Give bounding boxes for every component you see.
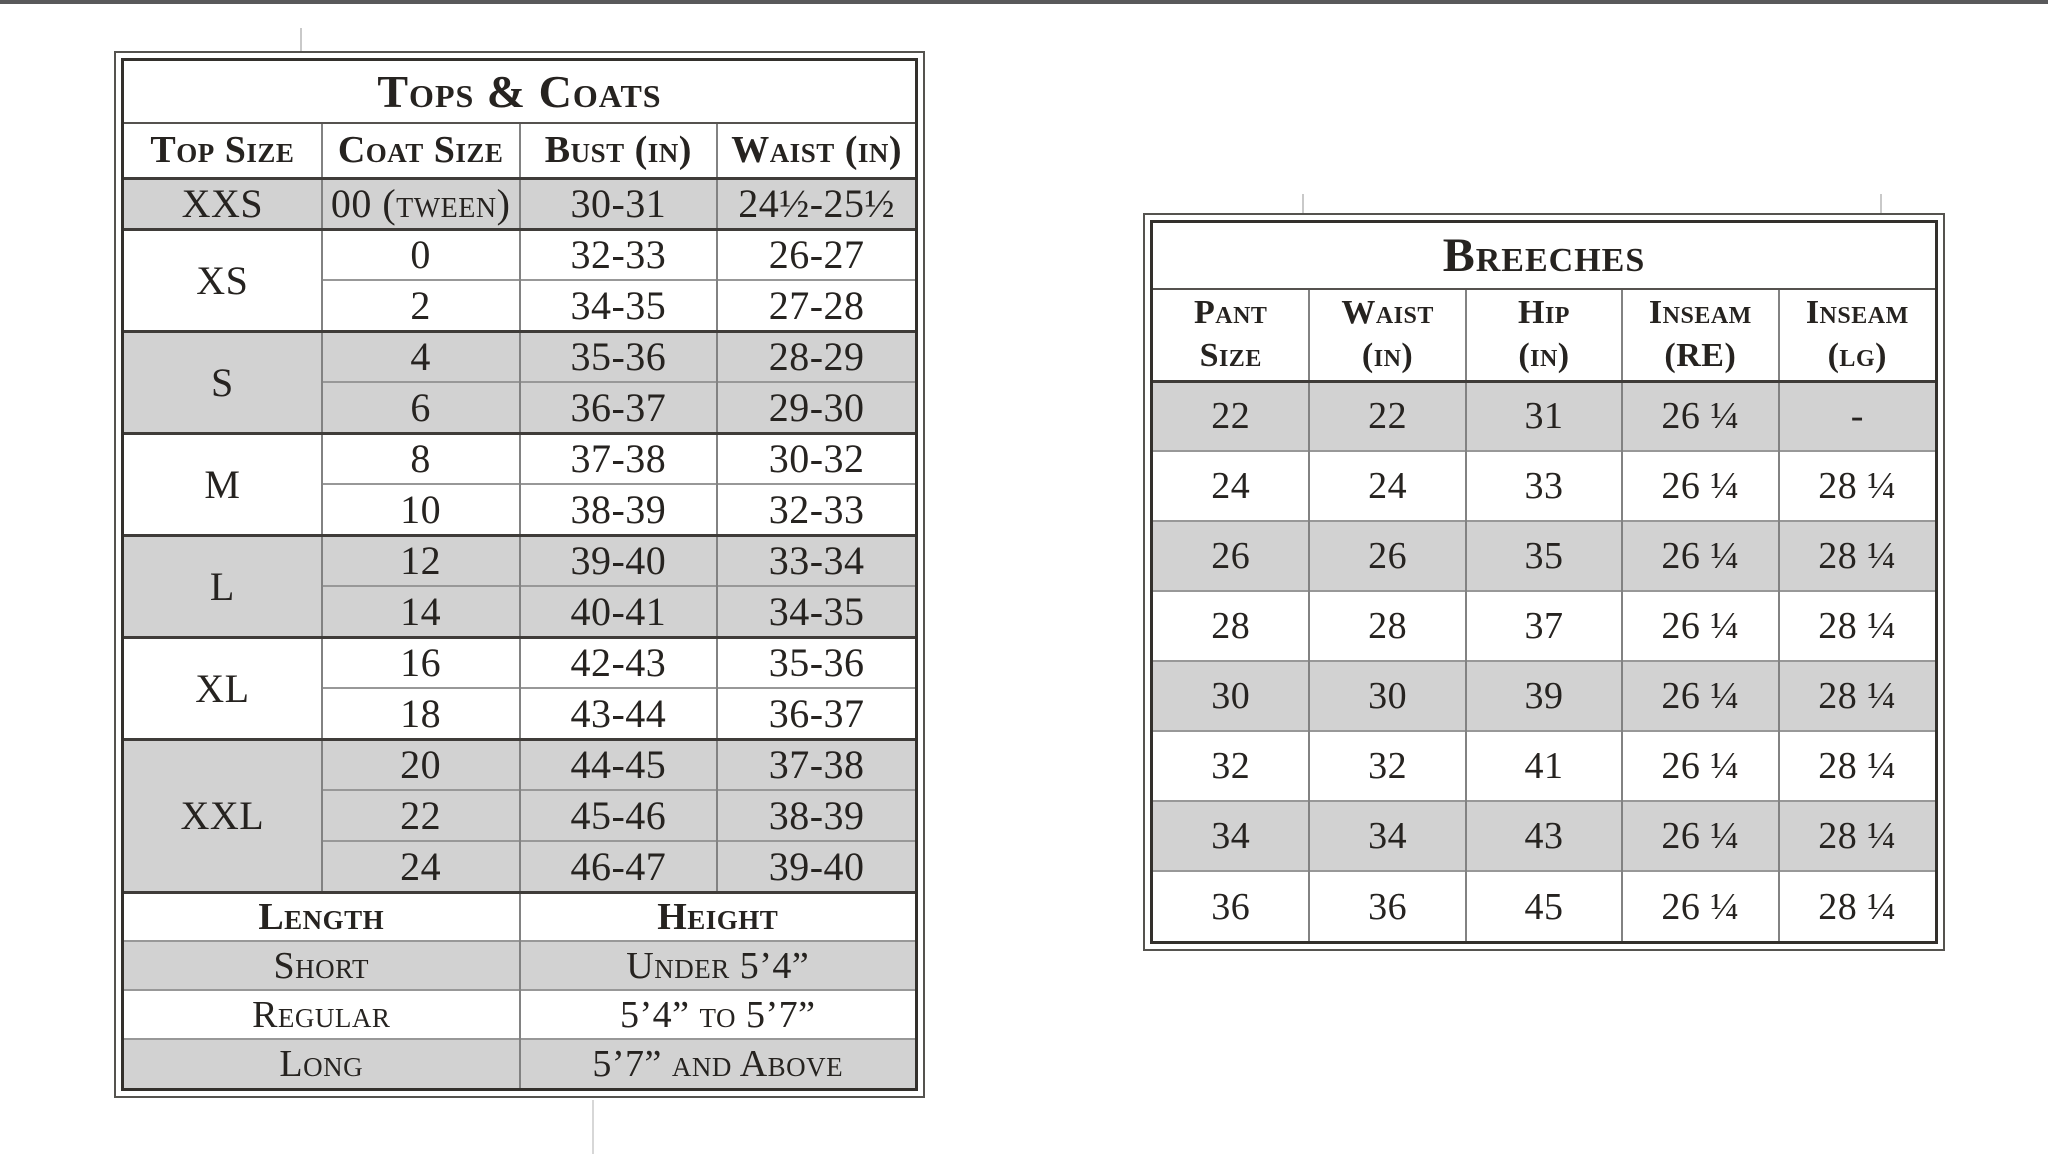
breeches-size-chart [1143,213,1945,951]
column-header-line: Hip [1518,294,1570,332]
table-row [1153,521,1935,591]
hip-cell: 43 [1466,801,1622,871]
breeches-table [1153,223,1935,941]
column-header-line: Inseam [1648,294,1752,332]
hip-cell: 39 [1466,661,1622,731]
waist-cell: 28 [1309,591,1465,661]
waist-cell: 28-29 [717,331,915,382]
bust-cell: 45-46 [520,790,718,841]
tops-coats-title: Tops & Coats [377,66,662,117]
coat-size-cell: 16 [322,637,520,688]
bust-cell: 46-47 [520,841,718,892]
column-header-line: (RE) [1664,336,1737,374]
top-size-label: XS [124,229,322,331]
column-header-line: Size [1199,336,1262,374]
coat-size-cell: 22 [322,790,520,841]
waist-cell: 24½-25½ [717,178,915,229]
tops-coats-table [124,61,915,1088]
inseam-regular-cell: 26 ¼ [1622,661,1778,731]
pant-size-cell: 22 [1153,381,1309,451]
column-header-line: (in) [1361,336,1414,374]
table-row [1153,731,1935,801]
pant-size-cell: 32 [1153,731,1309,801]
hip-cell: 41 [1466,731,1622,801]
length-label: Regular [124,990,520,1039]
top-size-label: L [124,535,322,637]
column-header: Bust (in) [520,123,718,178]
bust-cell: 37-38 [520,433,718,484]
hip-cell: 33 [1466,451,1622,521]
scan-edge-bar [0,0,2048,4]
scan-artifact-line [592,1100,594,1154]
coat-size-cell: 4 [322,331,520,382]
column-header: Top Size [124,123,322,178]
table-row [124,941,915,990]
waist-cell: 39-40 [717,841,915,892]
waist-cell: 36-37 [717,688,915,739]
inseam-long-cell: 28 ¼ [1779,451,1935,521]
bust-cell: 39-40 [520,535,718,586]
column-header [1779,289,1935,381]
column-header-line: (lg) [1827,336,1887,374]
column-header [1309,289,1465,381]
hip-cell: 45 [1466,871,1622,941]
inseam-long-cell: - [1779,381,1935,451]
column-header [1466,289,1622,381]
table-row [124,1039,915,1088]
coat-size-cell: 14 [322,586,520,637]
waist-cell: 38-39 [717,790,915,841]
bust-cell: 35-36 [520,331,718,382]
table-row [124,637,915,688]
bust-cell: 34-35 [520,280,718,331]
table-row [124,178,915,229]
table-row [1153,381,1935,451]
column-header-line: Waist [1341,294,1434,332]
inseam-long-cell: 28 ¼ [1779,801,1935,871]
height-value: 5’7” and Above [520,1039,916,1088]
waist-cell: 29-30 [717,382,915,433]
table-row [124,123,915,178]
table-row [1153,801,1935,871]
waist-cell: 27-28 [717,280,915,331]
top-size-label: S [124,331,322,433]
hip-cell: 35 [1466,521,1622,591]
pant-size-cell: 30 [1153,661,1309,731]
bust-cell: 43-44 [520,688,718,739]
table-row [1153,451,1935,521]
hip-cell: 37 [1466,591,1622,661]
waist-cell: 33-34 [717,535,915,586]
height-value: Under 5’4” [520,941,916,990]
waist-cell: 24 [1309,451,1465,521]
top-size-label: XXS [124,178,322,229]
waist-cell: 34-35 [717,586,915,637]
inseam-regular-cell: 26 ¼ [1622,801,1778,871]
section-header: Length [124,892,520,941]
column-header-line: Pant [1193,294,1268,332]
top-size-label: M [124,433,322,535]
pant-size-cell: 24 [1153,451,1309,521]
bust-cell: 36-37 [520,382,718,433]
coat-size-cell: 6 [322,382,520,433]
waist-cell: 30-32 [717,433,915,484]
height-value: 5’4” to 5’7” [520,990,916,1039]
table-row [124,229,915,280]
inseam-regular-cell: 26 ¼ [1622,451,1778,521]
waist-cell: 32 [1309,731,1465,801]
section-header: Height [520,892,916,941]
coat-size-cell: 24 [322,841,520,892]
bust-cell: 32-33 [520,229,718,280]
table-row [124,892,915,941]
waist-cell: 26-27 [717,229,915,280]
top-size-label: XL [124,637,322,739]
table-row [1153,223,1935,289]
coat-size-cell: 10 [322,484,520,535]
coat-size-cell: 20 [322,739,520,790]
waist-cell: 36 [1309,871,1465,941]
breeches-title: Breeches [1442,229,1646,282]
waist-cell: 34 [1309,801,1465,871]
column-header-line: Inseam [1805,294,1909,332]
column-header [1622,289,1778,381]
column-header-line: (in) [1518,336,1570,374]
inseam-regular-cell: 26 ¼ [1622,731,1778,801]
column-header: Coat Size [322,123,520,178]
column-header: Waist (in) [717,123,915,178]
inseam-regular-cell: 26 ¼ [1622,521,1778,591]
bust-cell: 38-39 [520,484,718,535]
table-row [124,739,915,790]
top-size-label: XXL [124,739,322,892]
table-row [1153,661,1935,731]
waist-cell: 37-38 [717,739,915,790]
length-label: Short [124,941,520,990]
pant-size-cell: 26 [1153,521,1309,591]
coat-size-cell: 18 [322,688,520,739]
waist-cell: 26 [1309,521,1465,591]
hip-cell: 31 [1466,381,1622,451]
length-label: Long [124,1039,520,1088]
waist-cell: 35-36 [717,637,915,688]
coat-size-cell: 2 [322,280,520,331]
bust-cell: 44-45 [520,739,718,790]
table-row [124,433,915,484]
inseam-long-cell: 28 ¼ [1779,731,1935,801]
coat-size-cell: 0 [322,229,520,280]
table-row [124,990,915,1039]
table-row [124,331,915,382]
inseam-long-cell: 28 ¼ [1779,591,1935,661]
coat-size-cell: 00 (tween) [322,178,520,229]
inseam-regular-cell: 26 ¼ [1622,591,1778,661]
inseam-regular-cell: 26 ¼ [1622,871,1778,941]
inseam-long-cell: 28 ¼ [1779,521,1935,591]
waist-cell: 32-33 [717,484,915,535]
pant-size-cell: 28 [1153,591,1309,661]
table-row [124,535,915,586]
tops-coats-size-chart [114,51,925,1098]
bust-cell: 40-41 [520,586,718,637]
bust-cell: 42-43 [520,637,718,688]
table-row [124,61,915,123]
bust-cell: 30-31 [520,178,718,229]
table-row [1153,289,1935,381]
waist-cell: 22 [1309,381,1465,451]
table-row [1153,591,1935,661]
inseam-long-cell: 28 ¼ [1779,661,1935,731]
pant-size-cell: 34 [1153,801,1309,871]
coat-size-cell: 8 [322,433,520,484]
inseam-long-cell: 28 ¼ [1779,871,1935,941]
pant-size-cell: 36 [1153,871,1309,941]
column-header [1153,289,1309,381]
table-row [1153,871,1935,941]
waist-cell: 30 [1309,661,1465,731]
coat-size-cell: 12 [322,535,520,586]
inseam-regular-cell: 26 ¼ [1622,381,1778,451]
